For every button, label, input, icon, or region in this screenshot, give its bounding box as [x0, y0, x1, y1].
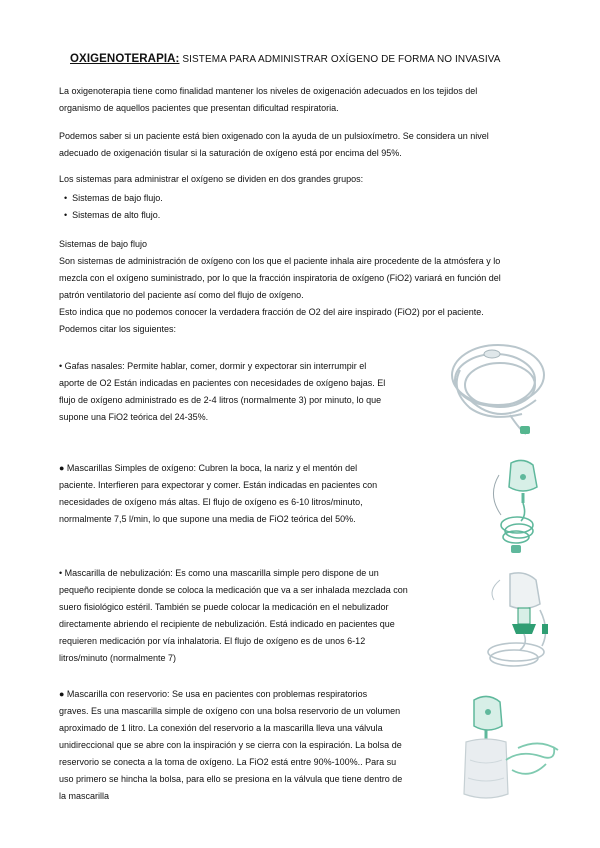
device-line: directamente abriendo el recipiente de nebulización. Está indicado en pacientes que — [59, 619, 395, 629]
nasal-cannula-image — [440, 330, 552, 440]
device-line: graves. Es una mascarilla simple de oxígeno con una bolsa reservorio de un volumen — [59, 706, 401, 716]
device-line: aporte de O2 Están indicadas en pacientes con necesidades de oxígeno bajas. El — [59, 378, 386, 388]
device-line: ● Mascarilla con reservorio: Se usa en pacientes con problemas respiratorios — [59, 689, 368, 699]
device-line: requieren medicación por vía inhalatoria. El flujo de oxígeno es de unos 6-12 — [59, 636, 366, 646]
pulse-line: adecuado de oxigenación tisular si la saturación de oxígeno está por encima del 95%. — [59, 148, 402, 158]
simple-mask-image — [483, 455, 553, 555]
device-line: la mascarilla — [59, 791, 110, 801]
intro-line: La oxigenoterapia tiene como finalidad mantener los niveles de oxigenación adecuados en los tejidos del — [59, 86, 478, 96]
device-line: supone una FiO2 teórica del 24-35%. — [59, 412, 209, 422]
device-line: reservorio se conecta a la toma de oxígeno. La FiO2 está entre 90%-100%.. Para su — [59, 757, 397, 767]
device-reservoir-mask — [59, 686, 402, 805]
device-simple-mask — [59, 460, 377, 528]
intro-line: organismo de aquellos pacientes que presentan dificultad respiratoria. — [59, 103, 339, 113]
device-nebulizer-mask — [59, 565, 408, 667]
list-item: • Sistemas de alto flujo. — [64, 207, 163, 224]
reservoir-mask-image — [460, 690, 562, 805]
intro-paragraph — [59, 83, 477, 117]
device-line: suero fisiológico estéril. También se puede colocar la medicación en el nebulizador — [59, 602, 389, 612]
device-line: • Gafas nasales: Permite hablar, comer, dormir y expectorar sin interrumpir el — [59, 361, 367, 371]
low-flow-line: patrón ventilatorio del paciente así como del flujo de oxígeno. — [59, 290, 304, 300]
low-flow-heading: Sistemas de bajo flujo — [59, 239, 148, 249]
device-line: paciente. Interfieren para expectorar y comer. Están indicadas en pacientes con — [59, 480, 378, 490]
pulse-line: Podemos saber si un paciente está bien oxigenado con la ayuda de un pulsioxímetro. Se considera un nivel — [59, 131, 489, 141]
device-line: litros/minuto (normalmente 7) — [59, 653, 177, 663]
low-flow-line: Podemos citar los siguientes: — [59, 324, 177, 334]
groups-intro: Los sistemas para administrar el oxígeno se dividen en dos grandes grupos: — [59, 174, 364, 184]
low-flow-line: mezcla con el oxígeno suministrado, por lo que la fracción inspiratoria de oxígeno (FiO2) variará en función del — [59, 273, 501, 283]
low-flow-line: Son sistemas de administración de oxígeno con los que el paciente inhala aire procedente de la atmósfera y lo — [59, 256, 501, 266]
device-line: • Mascarilla de nebulización: Es como una mascarilla simple pero dispone de un — [59, 568, 379, 578]
groups-list — [64, 190, 163, 224]
device-line: aproximado de 1 litro. La conexión del reservorio a la mascarilla lleva una válvula — [59, 723, 383, 733]
low-flow-line: Esto indica que no podemos conocer la verdadera fracción de O2 del aire inspirado (FiO2) por el paciente. — [59, 307, 484, 317]
device-line: unidireccional que se abre con la inspiración y se cierra con la espiración. La bolsa de — [59, 740, 402, 750]
device-line: normalmente 7,5 l/min, lo que supone una media de FiO2 teórica del 50%. — [59, 514, 356, 524]
device-line: flujo de oxígeno administrado es de 2-4 litros (normalmente 3) por minuto, lo que — [59, 395, 382, 405]
list-item: • Sistemas de bajo flujo. — [64, 190, 163, 207]
page-title — [70, 53, 501, 65]
title-strong: OXIGENOTERAPIA: — [70, 53, 180, 65]
device-line: necesidades de oxígeno más altas. El flujo de oxígeno es 6-10 litros/minuto, — [59, 497, 363, 507]
device-line: pequeño recipiente donde se coloca la medicación que va a ser inhalada mezclada con — [59, 585, 408, 595]
device-line: ● Mascarillas Simples de oxígeno: Cubren la boca, la nariz y el mentón del — [59, 463, 358, 473]
nebulizer-mask-image — [480, 570, 555, 675]
device-nasal-cannula — [59, 358, 385, 426]
low-flow-section — [59, 236, 501, 338]
device-line: uso primero se hincha la bolsa, para ello se presiona en la válvula que tiene dentro de — [59, 774, 403, 784]
pulse-paragraph — [59, 128, 489, 162]
title-rest: SISTEMA PARA ADMINISTRAR OXÍGENO DE FORMA NO INVASIVA — [179, 54, 501, 65]
